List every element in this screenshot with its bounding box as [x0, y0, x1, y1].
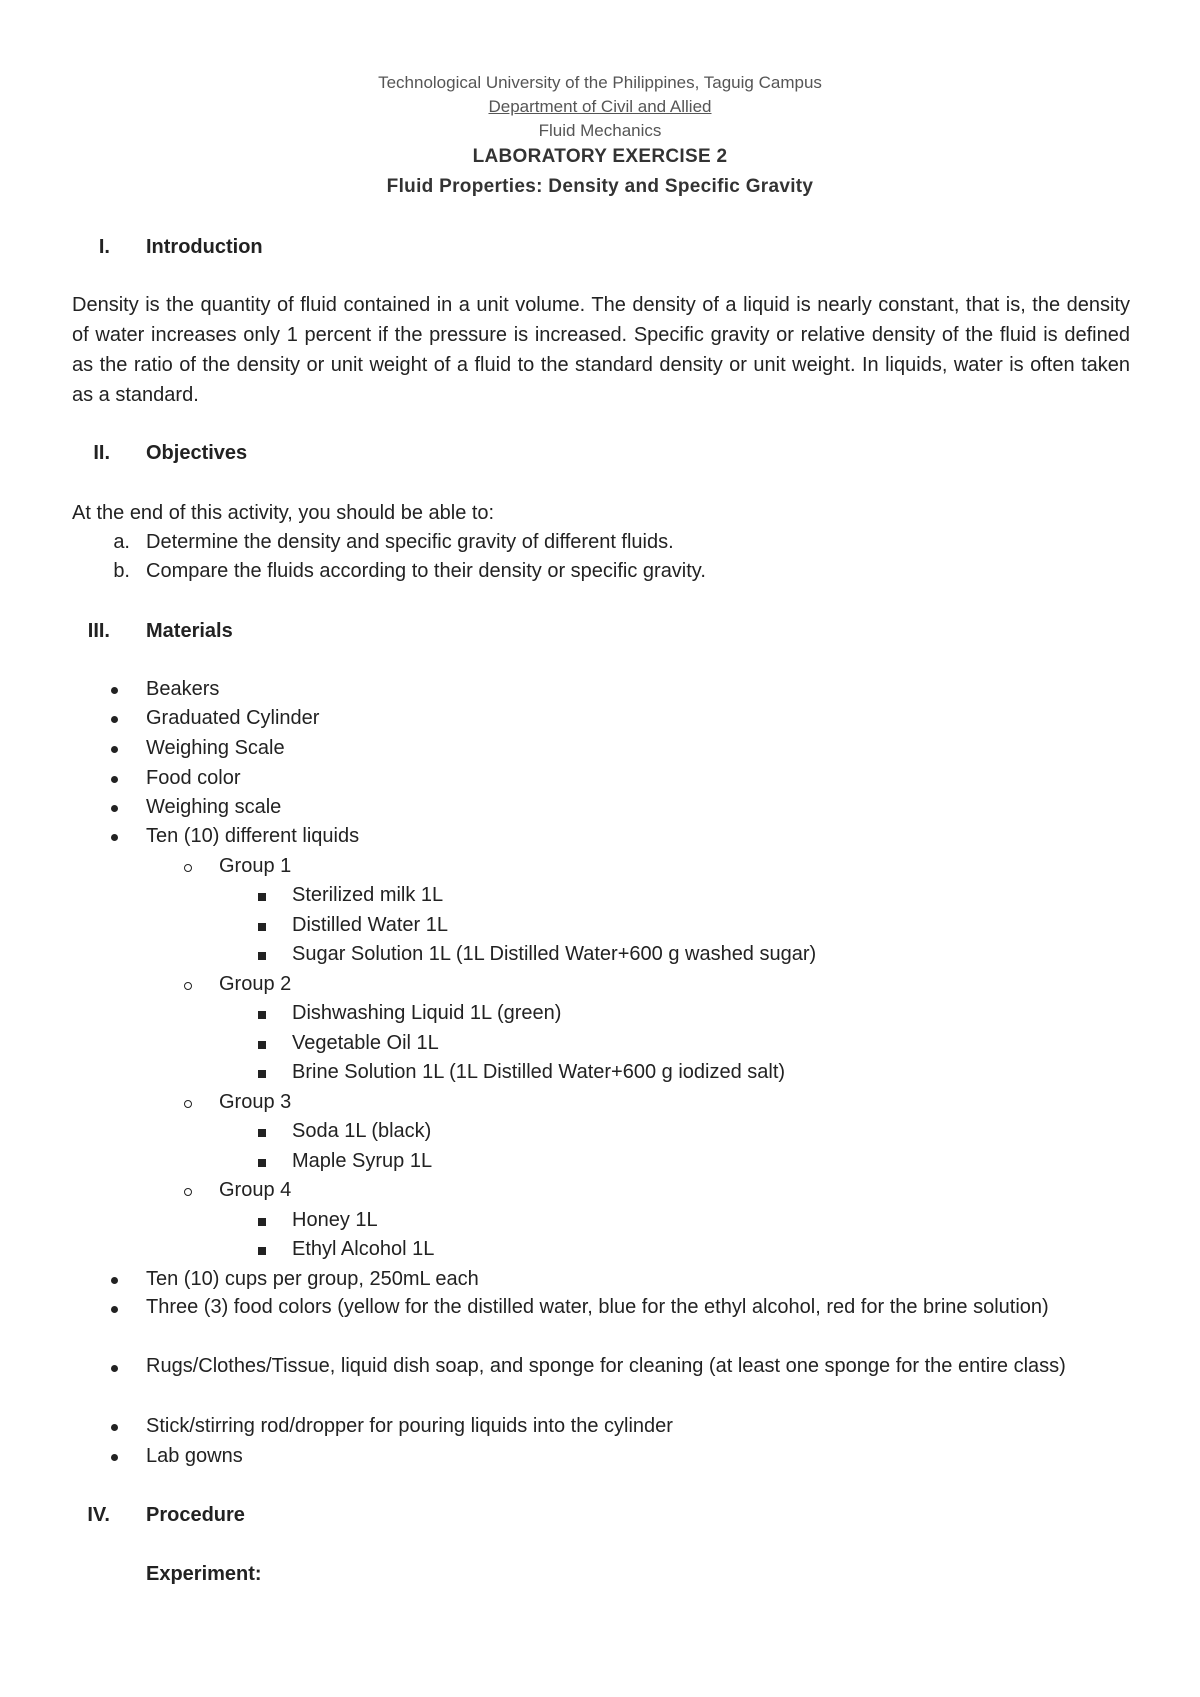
objective-item: Compare the fluids according to their density or specific gravity. — [146, 560, 706, 582]
circle-bullet-icon — [184, 864, 192, 872]
liquid-item: Soda 1L (black) — [292, 1120, 432, 1142]
circle-bullet-icon — [184, 982, 192, 990]
objectives-lead: At the end of this activity, you should be able to: — [72, 502, 495, 524]
exercise-title: LABORATORY EXERCISE 2 — [472, 146, 728, 167]
objective-marker: b. — [113, 560, 130, 582]
material-item: Rugs/Clothes/Tissue, liquid dish soap, and sponge for cleaning (at least one sponge for the entire class) — [146, 1355, 1066, 1377]
material-item: Ten (10) different liquids — [146, 825, 360, 847]
section-title: Objectives — [146, 442, 248, 464]
bullet-icon — [111, 1365, 118, 1372]
square-bullet-icon — [258, 1218, 266, 1226]
square-bullet-icon — [258, 1070, 266, 1078]
liquid-item: Vegetable Oil 1L — [292, 1032, 439, 1054]
liquid-item: Sugar Solution 1L (1L Distilled Water+600 g washed sugar) — [292, 943, 817, 965]
exercise-subtitle: Fluid Properties: Density and Specific Gravity — [386, 176, 814, 197]
department-link-text: Department of Civil and Allied — [488, 97, 712, 116]
material-item: Three (3) food colors (yellow for the distilled water, blue for the ethyl alcohol, red for the brine solution) — [146, 1296, 1049, 1318]
liquid-item: Maple Syrup 1L — [292, 1150, 433, 1172]
bullet-icon — [111, 1306, 118, 1313]
bullet-icon — [111, 805, 118, 812]
square-bullet-icon — [258, 893, 266, 901]
square-bullet-icon — [258, 1011, 266, 1019]
section-title: Introduction — [146, 236, 263, 258]
square-bullet-icon — [258, 1129, 266, 1137]
objective-marker: a. — [113, 531, 130, 553]
group-label: Group 3 — [219, 1091, 292, 1113]
section-number: III. — [87, 620, 110, 642]
material-item: Stick/stirring rod/dropper for pouring liquids into the cylinder — [146, 1415, 673, 1437]
institution-name: Technological University of the Philippines, Taguig Campus — [378, 73, 822, 92]
liquid-item: Dishwashing Liquid 1L (green) — [292, 1002, 562, 1024]
introduction-paragraph: Density is the quantity of fluid contained in a unit volume. The density of a liquid is nearly constant, that is, the density of water increases only 1 percent if the pressure is increased. Specific gravity or relative density of the fluid is defined as the ratio of the density or unit weight of a fluid to the standard density or unit weight. In liquids, water is often taken as a standard. — [72, 294, 1130, 406]
group-label: Group 1 — [219, 855, 292, 877]
liquid-item: Honey 1L — [292, 1209, 378, 1231]
liquid-item: Ethyl Alcohol 1L — [292, 1238, 435, 1260]
bullet-icon — [111, 1424, 118, 1431]
group-label: Group 2 — [219, 973, 292, 995]
experiment-subheading: Experiment: — [146, 1563, 262, 1585]
section-title: Procedure — [146, 1504, 245, 1526]
bullet-icon — [111, 716, 118, 723]
objective-item: Determine the density and specific gravity of different fluids. — [146, 531, 674, 553]
square-bullet-icon — [258, 952, 266, 960]
course-name: Fluid Mechanics — [538, 121, 662, 140]
section-number: IV. — [87, 1504, 110, 1526]
group-label: Group 4 — [219, 1179, 292, 1201]
bullet-icon — [111, 687, 118, 694]
section-number: I. — [98, 236, 110, 258]
square-bullet-icon — [258, 923, 266, 931]
material-item: Food color — [146, 767, 241, 789]
material-item: Weighing Scale — [146, 737, 285, 759]
material-item: Graduated Cylinder — [146, 707, 320, 729]
circle-bullet-icon — [184, 1100, 192, 1108]
liquid-item: Brine Solution 1L (1L Distilled Water+600 g iodized salt) — [292, 1061, 786, 1083]
material-item: Lab gowns — [146, 1445, 243, 1467]
material-item: Beakers — [146, 678, 220, 700]
liquid-item: Distilled Water 1L — [292, 914, 448, 936]
material-item: Weighing scale — [146, 796, 282, 818]
bullet-icon — [111, 1454, 118, 1461]
material-item: Ten (10) cups per group, 250mL each — [146, 1268, 479, 1290]
square-bullet-icon — [258, 1247, 266, 1255]
section-number: II. — [93, 442, 110, 464]
square-bullet-icon — [258, 1159, 266, 1167]
liquid-item: Sterilized milk 1L — [292, 884, 444, 906]
bullet-icon — [111, 746, 118, 753]
circle-bullet-icon — [184, 1188, 192, 1196]
bullet-icon — [111, 1277, 118, 1284]
square-bullet-icon — [258, 1041, 266, 1049]
section-title: Materials — [146, 620, 233, 642]
bullet-icon — [111, 834, 118, 841]
department-name — [0, 97, 1200, 117]
bullet-icon — [111, 776, 118, 783]
